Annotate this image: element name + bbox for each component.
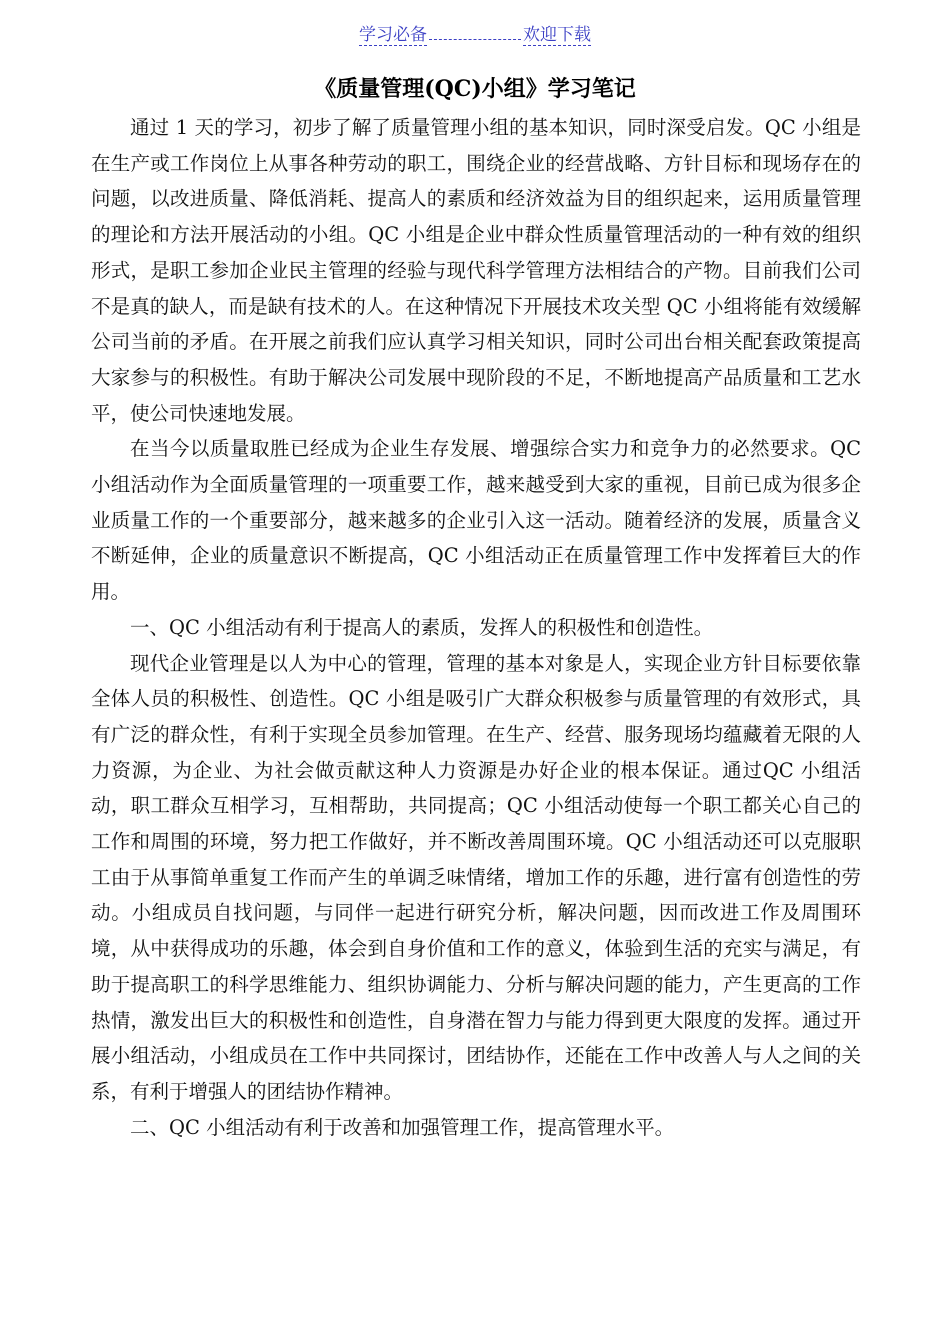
header-link-study-text[interactable]: 学习必备 [359, 25, 427, 45]
header-link-download-text[interactable]: 欢迎下载 [523, 25, 591, 45]
section-heading-1: 一、QC 小组活动有利于提高人的素质，发挥人的积极性和创造性。 [130, 615, 714, 639]
header-link-study[interactable] [359, 25, 427, 46]
paragraph-intro: 通过 1 天的学习，初步了解了质量管理小组的基本知识，同时深受启发。QC 小组是在生产或工作岗位上从事各种劳动的职工，围绕企业的经营战略、方针目标和现场存在的问题，以改进质量、降低消耗、提高人的素质和经济效益为目的组织起来，运用质量管理的理论和方法开展活动的小组。QC 小组是企业中群众性质量管理活动的一种有效的组织形式，是职工参加企业民主管理的经验与现代科学管理方法相结合的产物。目前我们公司不是真的缺人，而是缺有技术的人。在这种情况下开展技术攻关型 QC 小组将能有效缓解公司当前的矛盾。在开展之前我们应认真学习相关知识，同时公司出台相关配套政策提高大家参与的积极性。有助于解决公司发展中现阶段的不足，不断地提高产品质量和工艺水平，使公司快速地发展。 [91, 116, 861, 425]
document-title: 《质量管理(QC)小组》学习笔记 [314, 76, 636, 102]
section-heading-2: 二、QC 小组活动有利于改善和加强管理工作，提高管理水平。 [130, 1115, 675, 1139]
document-body [91, 110, 861, 1145]
paragraph-importance: 在当今以质量取胜已经成为企业生存发展、增强综合实力和竞争力的必然要求。QC 小组活动作为全面质量管理的一项重要工作，越来越受到大家的重视，目前已成为很多企业质量工作的一个重要部分，越来越多的企业引入这一活动。随着经济的发展，质量含义不断延伸，企业的质量意识不断提高，QC 小组活动正在质量管理工作中发挥着巨大的作用。 [91, 437, 861, 604]
paragraph-section-1: 现代企业管理是以人为中心的管理，管理的基本对象是人，实现企业方针目标要依靠全体人员的积极性、创造性。QC 小组是吸引广大群众积极参与质量管理的有效形式，具有广泛的群众性，有利于实现全员参加管理。在生产、经营、服务现场均蕴藏着无限的人力资源，为企业、为社会做贡献这种人力资源是办好企业的根本保证。通过QC 小组活动，职工群众互相学习，互相帮助，共同提高；QC 小组活动使每一个职工都关心自己的工作和周围的环境，努力把工作做好，并不断改善周围环境。QC 小组活动还可以克服职工由于从事简单重复工作而产生的单调乏味情绪，增加工作的乐趣，进行富有创造性的劳动。小组成员自找问题，与同伴一起进行研究分析，解决问题，因而改进工作及周围环境，从中获得成功的乐趣，体会到自身价值和工作的意义，体验到生活的充实与满足，有助于提高职工的科学思维能力、组织协调能力、分析与解决问题的能力，产生更高的工作热情，激发出巨大的积极性和创造性，自身潜在智力与能力得到更大限度的发挥。通过开展小组活动，小组成员在工作中共同探讨，团结协作，还能在工作中改善人与人之间的关系，有利于增强人的团结协作精神。 [91, 651, 861, 1103]
page-header [0, 22, 950, 48]
header-link-download[interactable] [523, 25, 591, 46]
header-divider [429, 22, 521, 40]
